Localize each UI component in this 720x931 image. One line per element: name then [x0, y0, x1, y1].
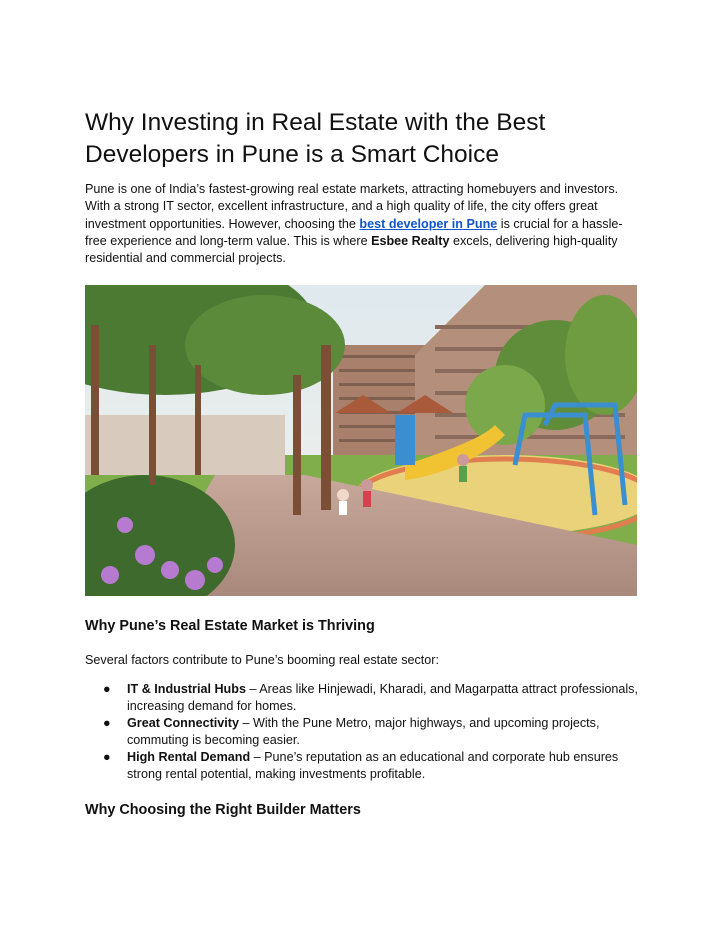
intro-text-2: is crucial for a hassle-free experience and long-term value. This is where: [85, 216, 623, 248]
list-item-text: – Areas like Hinjewadi, Kharadi, and Magarpatta attract professionals, increasing demand for homes.: [127, 682, 638, 713]
intro-text-1: Pune is one of India’s fastest-growing real estate markets, attracting homebuyers and investors. With a strong IT sector, excellent infrastructure, and a high quality of life, the city offers great investment opportunities. However, choosing the: [85, 182, 619, 231]
bullet-icon: ●: [103, 716, 111, 730]
best-developer-link[interactable]: best developer in Pune: [359, 216, 498, 231]
section-heading-market: Why Pune’s Real Estate Market is Thriving: [85, 618, 375, 634]
list-item-text: – With the Pune Metro, major highways, and upcoming projects, commuting is becoming easier.: [127, 716, 600, 747]
section-heading-builder: Why Choosing the Right Builder Matters: [85, 802, 361, 818]
list-item: [85, 715, 645, 749]
list-item: [85, 681, 645, 715]
list-item: [85, 749, 645, 783]
brand-name: Esbee Realty: [371, 233, 450, 248]
section-lead: Several factors contribute to Pune’s booming real estate sector:: [85, 653, 439, 667]
intro-paragraph: [85, 181, 641, 267]
hero-image: [85, 285, 637, 596]
intro-text-3: excels, delivering high-quality residential and commercial projects.: [85, 233, 618, 266]
list-item-title: High Rental Demand: [127, 750, 251, 764]
list-item-title: IT & Industrial Hubs: [127, 682, 246, 696]
list-item-title: Great Connectivity: [127, 716, 239, 730]
bullet-icon: ●: [103, 682, 111, 696]
list-item-text: – Pune’s reputation as an educational and corporate hub ensures strong rental potential, making investments profitable.: [127, 750, 619, 781]
factor-list: [85, 681, 645, 783]
bullet-icon: ●: [103, 750, 111, 764]
page-title: Why Investing in Real Estate with the Best Developers in Pune is a Smart Choice: [85, 109, 546, 168]
